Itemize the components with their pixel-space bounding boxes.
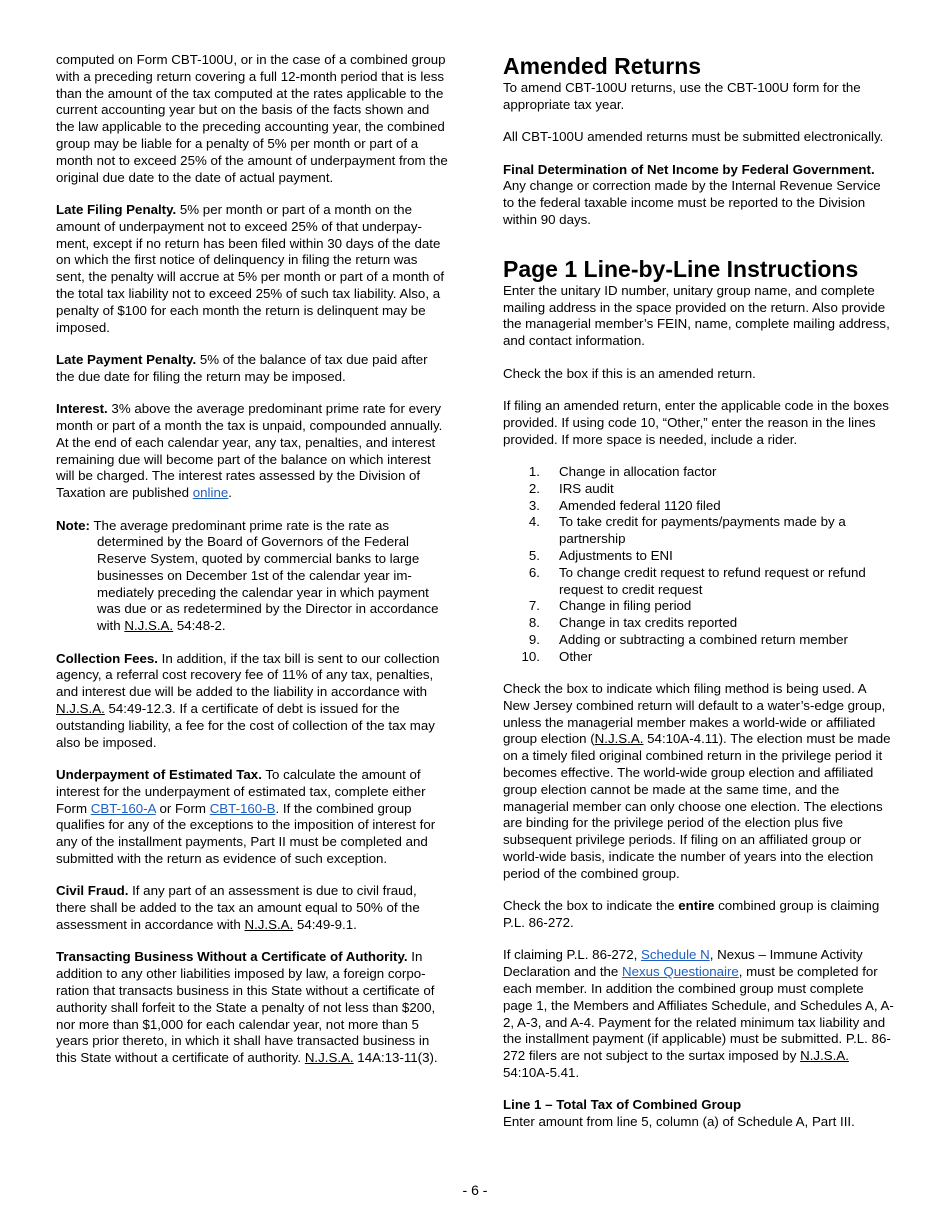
filing-method-paragraph: Check the box to indicate which filing method is being used. A New Jersey combined return will default to a water’s-edge group, unless the managerial member makes a world-wide or affiliated group election (N.J.S.A. 54:10A-4.11). The election must be made on a timely filed original combined return in the privilege period it becomes effective. The world-wide group election and affiliated group election cannot be made at the same time, and the managerial member can only choose one election. The elections are binding for the privilege period of the election plus five subsequent privilege periods. If filing on an affiliated group or world-wide basis, indicate the number of years into the election period of the combined group.: [503, 681, 891, 881]
collection-fees-title: Collection Fees.: [56, 650, 158, 666]
amended-paragraph-1: To amend CBT-100U returns, use the CBT-100U form for the appropriate tax year.: [503, 80, 861, 112]
note-paragraph: Note: The average predominant prime rate is the rate as determined by the Board of Governors of the Federal Reserve System, quoted by commercial banks to large businesses on December 1st of the calendar year immediately preceding the calendar year in which payment was due or as redetermined by the Director in accordance with N.J.S.A. 54:48-2.: [56, 517, 439, 634]
schedule-n-link[interactable]: Schedule N: [640, 947, 710, 963]
list-item: 5. Adjustments to ENI: [528, 547, 673, 563]
late-payment-paragraph: Late Payment Penalty. 5% of the balance of tax due paid after the due date for filing the return may be imposed.: [56, 351, 428, 384]
interest-title: Interest.: [56, 401, 108, 417]
list-item: 8. Change in tax credits reported: [528, 615, 738, 631]
transacting-title: Transacting Business Without a Certificate of Authority.: [56, 949, 408, 965]
transacting-paragraph: Transacting Business Without a Certificate of Authority. In addition to any other liabilities imposed by law, a foreign corporation that transacts business in this State without a certificate of authority shall forfeit to the State a penalty of not less than $200, nor more than $1,000 for each calendar year, not more than 5 years prior thereto, in which it shall have transacted business in this State without a certificate of authority. N.J.S.A. 14A:13-11(3).: [56, 949, 438, 1066]
underpayment-title: Underpayment of Estimated Tax.: [56, 767, 262, 783]
unitary-paragraph: Enter the unitary ID number, unitary group name, and complete mailing address in the space provided on the return. Also provide the managerial member’s FEIN, name, complete mailing address, and contact information.: [503, 282, 890, 349]
list-item: 4. To take credit for payments/payments made by a partnership: [528, 514, 846, 547]
njsa-reference: N.J.S.A.: [244, 917, 294, 933]
amended-checkbox-paragraph: Check the box if this is an amended return.: [503, 365, 756, 381]
note-title: Note:: [56, 517, 90, 533]
civil-fraud-paragraph: Civil Fraud. If any part of an assessment is due to civil fraud, there shall be added to the tax an amount equal to 50% of the assessment in accordance with N.J.S.A. 54:49-9.1.: [56, 883, 420, 933]
line-1-paragraph: Line 1 – Total Tax of Combined Group Enter amount from line 5, column (a) of Schedule A, Part III.: [503, 1097, 855, 1130]
interest-paragraph: Interest. 3% above the average predominant prime rate for every month or part of a month the tax is unpaid, compounded annually. At the end of each calendar year, any tax, penalties, and interest remaining due will become part of the balance on which interest will be charged. The interest rates assessed by the Division of Taxation are published online.: [56, 401, 443, 501]
underpayment-paragraph: Underpayment of Estimated Tax. To calculate the amount of interest for the underpayment of estimated tax, complete either Form CBT-160-A or Form CBT-160-B. If the combined group qualifies for any of the exceptions to the imposition of interest for any of the installment payments, Part II must be completed and submitted with the return as evidence of such exception.: [56, 767, 436, 867]
amended-codes-list: [503, 464, 895, 666]
list-item: 3. Amended federal 1120 filed: [528, 497, 721, 513]
online-link[interactable]: online: [192, 485, 229, 501]
amended-paragraph-2: All CBT-100U amended returns must be submitted electronically.: [503, 129, 884, 145]
njsa-reference: N.J.S.A.: [124, 618, 174, 634]
late-payment-title: Late Payment Penalty.: [56, 351, 197, 367]
list-item: 9. Adding or subtracting a combined return member: [528, 631, 848, 647]
njsa-reference: N.J.S.A.: [594, 731, 644, 747]
nexus-questionaire-link[interactable]: Nexus Questionaire: [622, 964, 739, 980]
left-column: [56, 52, 448, 1083]
collection-fees-paragraph: Collection Fees. In addition, if the tax bill is sent to our collection agency, a referral cost recovery fee of 11% of any tax, penalties, and interest due will be added to the liability in accordance with N.J.S.A. 54:49-12.3. If a certificate of debt is issued for the outstanding liability, a fee for the cost of collection of the tax may also be imposed.: [56, 650, 440, 750]
line-by-line-heading: Page 1 Line-by-Line Instructions: [503, 255, 859, 282]
page-number: - 6 -: [462, 1182, 488, 1198]
final-determination-title: Final Determination of Net Income by Federal Government.: [503, 161, 875, 177]
amended-returns-heading: Amended Returns: [503, 53, 702, 79]
intro-paragraph: computed on Form CBT-100U, or in the case of a combined group with a preceding return covering a full 12-month period that is less than the amount of the tax computed at the rates applicable to the current accounting year but on the basis of the facts shown and the law applicable to the preceding accounting year, the combined group may be liable for a penalty of 5% per month or part of a month not to exceed 25% of the amount of underpayment from the original due date to the date of actual payment.: [56, 52, 448, 185]
amended-code-paragraph: If filing an amended return, enter the applicable code in the boxes provided. If using code 10, “Other,” enter the reason in the lines provided. If more space is needed, include a rider.: [503, 397, 889, 447]
entire-emphasis: entire: [678, 898, 715, 914]
njsa-reference: N.J.S.A.: [800, 1048, 849, 1064]
late-filing-title: Late Filing Penalty.: [56, 201, 177, 217]
late-filing-paragraph: Late Filing Penalty. 5% per month or part of a month on the amount of underpayment not to exceed 25% of that underpayment, except if no return has been filed within 30 days of the date on which the first notice of delinquency in filing the return was sent, the penalty will accrue at 5% per month or part of a month of the total tax liability not to exceed 25% of such tax liability. Also, a penalty of $100 for each month the return is delinquent may be imposed.: [56, 201, 445, 335]
list-item: 1. Change in allocation factor: [528, 463, 717, 479]
njsa-reference: N.J.S.A.: [304, 1050, 354, 1066]
list-item: 6. To change credit request to refund request or refund request to credit request: [528, 564, 866, 597]
list-item: 10. Other: [521, 648, 593, 664]
right-column: [503, 52, 895, 1147]
final-determination-paragraph: Final Determination of Net Income by Federal Government. Any change or correction made by the Internal Revenue Service to the federal taxable income must be reported to the Division within 90 days.: [503, 161, 881, 227]
pl-86-272-paragraph: If claiming P.L. 86-272, Schedule N, Nexus – Immune Activity Declaration and the Nexus Questionaire, must be completed for each member. In addition the combined group must complete page 1, the Members and Affiliates Schedule, and Schedules A, A-2, A-3, and A-4. Payment for the related minimum tax liability and the installment payment (if applicable) must be submitted. P.L. 86-272 filers are not subject to the surtax imposed by N.J.S.A. 54:10A-5.41.: [503, 947, 894, 1080]
cbt-160-a-link[interactable]: CBT-160-A: [90, 800, 156, 816]
list-item: 2. IRS audit: [528, 480, 614, 496]
cbt-160-b-link[interactable]: CBT-160-B: [209, 800, 276, 816]
line-1-title: Line 1 – Total Tax of Combined Group: [503, 1097, 742, 1113]
list-item: 7. Change in filing period: [528, 598, 692, 614]
civil-fraud-title: Civil Fraud.: [56, 883, 129, 899]
njsa-reference: N.J.S.A.: [56, 701, 105, 717]
entire-group-paragraph: Check the box to indicate the entire combined group is claiming P.L. 86-272.: [503, 898, 880, 931]
